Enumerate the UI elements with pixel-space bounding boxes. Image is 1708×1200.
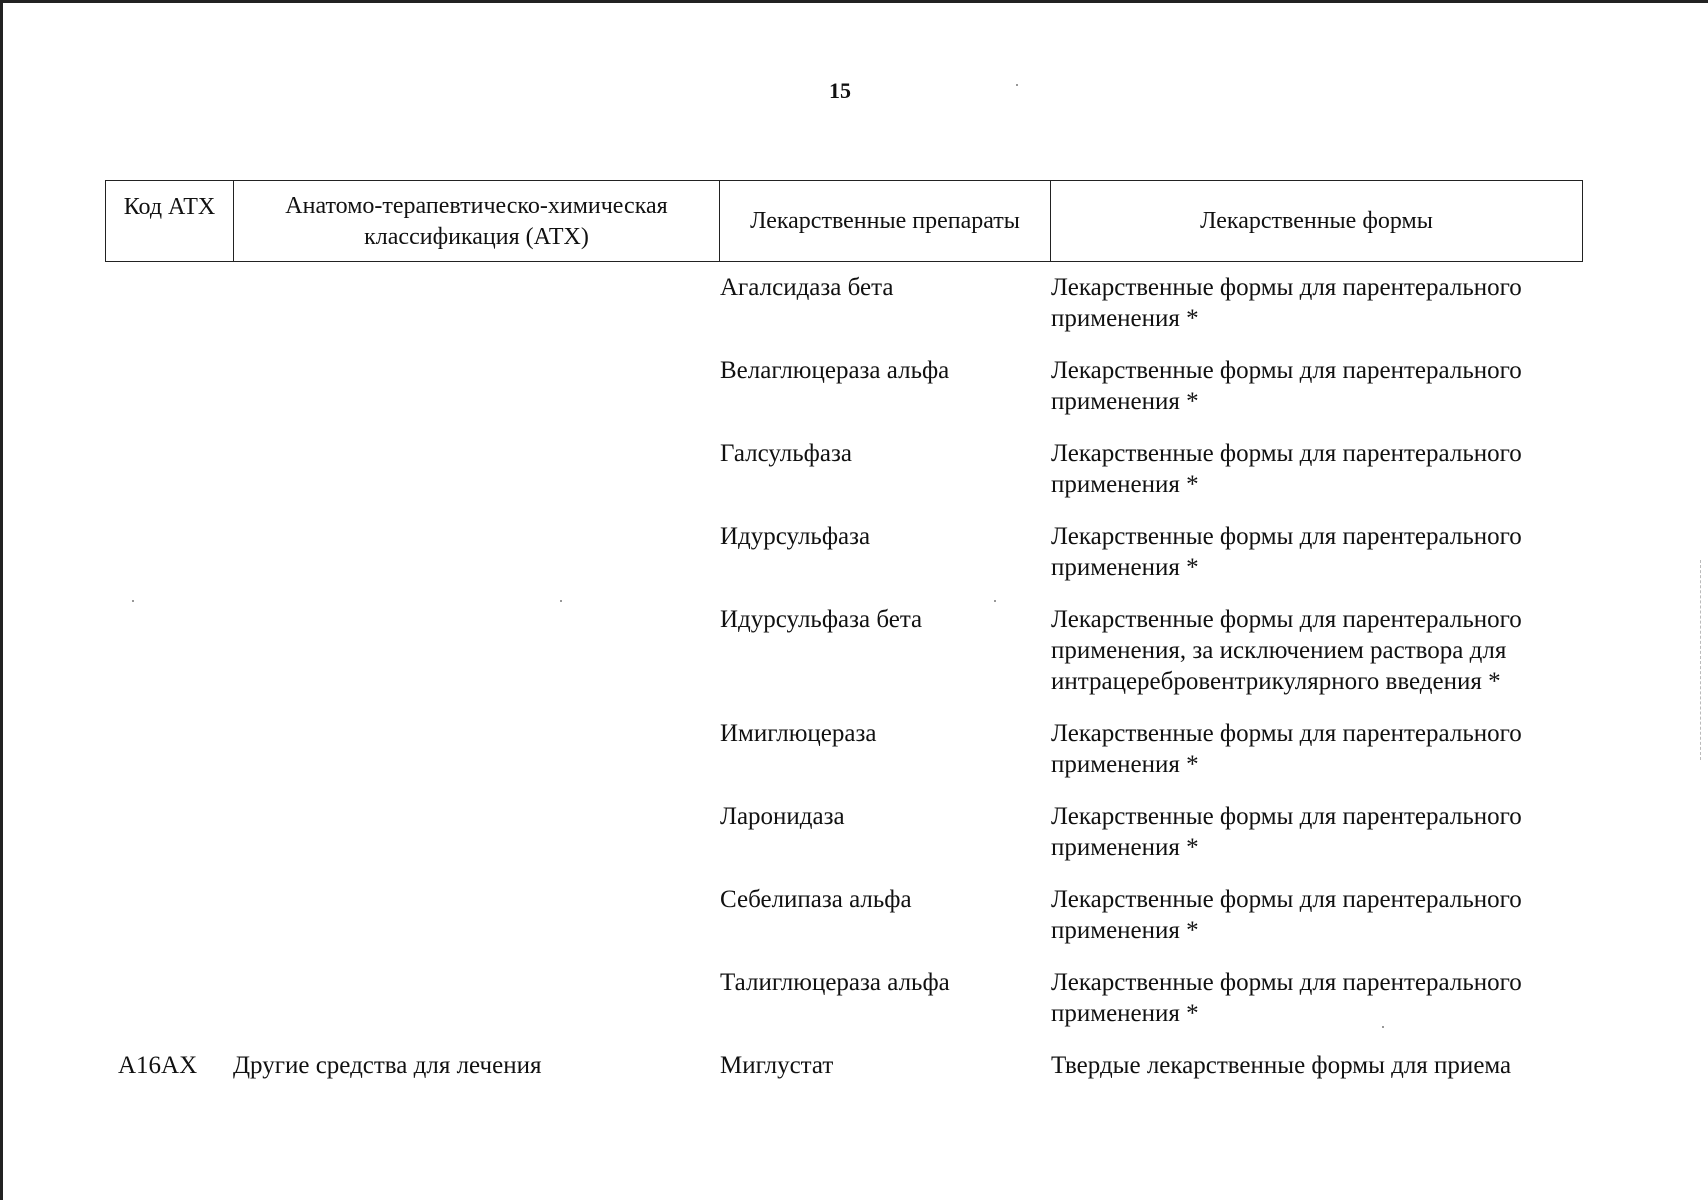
- table-header: [105, 180, 1583, 262]
- scan-edge-left: [0, 0, 3, 1200]
- row-form: Лекарственные формы для парентерального применения *: [1051, 720, 1522, 778]
- header-forms: [1051, 181, 1582, 261]
- scan-speck: [560, 600, 562, 602]
- row-form: Лекарственные формы для парентерального применения *: [1051, 886, 1522, 944]
- scan-edge-marks: [1700, 560, 1703, 760]
- row-code: A16AX: [118, 1052, 198, 1079]
- header-classification: Анатомо-терапевтическо-химическая классификация (АТХ): [234, 181, 720, 261]
- row-drug: Идурсульфаза: [720, 523, 871, 550]
- row-drug: Себелипаза альфа: [720, 886, 912, 913]
- row-drug: Галсульфаза: [720, 440, 852, 467]
- scan-edge-top: [0, 0, 1708, 3]
- row-form: Лекарственные формы для парентерального применения *: [1051, 969, 1522, 1027]
- row-drug: Идурсульфаза бета: [720, 606, 923, 633]
- row-drug: Талиглюцераза альфа: [720, 969, 950, 996]
- row-form: Лекарственные формы для парентерального применения *: [1051, 357, 1522, 415]
- row-drug: Агалсидаза бета: [720, 274, 894, 301]
- scan-speck: [1016, 84, 1018, 86]
- row-form: Лекарственные формы для парентерального применения *: [1051, 274, 1522, 332]
- row-drug: Ларонидаза: [720, 803, 845, 830]
- row-form: Лекарственные формы для парентерального применения *: [1051, 523, 1522, 581]
- row-drug: Велаглюцераза альфа: [720, 357, 950, 384]
- header-code: Код АТХ: [106, 181, 234, 261]
- header-drugs: [720, 181, 1051, 261]
- row-form: Лекарственные формы для парентерального применения *: [1051, 440, 1522, 498]
- row-form: Лекарственные формы для парентерального применения, за исключением раствора для интрацеребровентрикулярного введения *: [1051, 606, 1522, 695]
- scan-speck: [132, 600, 134, 602]
- scan-speck: [1382, 1026, 1384, 1028]
- page-number: 15: [829, 78, 851, 103]
- row-drug: Имиглюцераза: [720, 720, 877, 747]
- row-form: Твердые лекарственные формы для приема: [1051, 1052, 1512, 1079]
- row-classification: Другие средства для лечения: [233, 1052, 542, 1079]
- header-forms-label: Лекарственные формы: [1200, 207, 1433, 234]
- header-drugs-label: Лекарственные препараты: [750, 207, 1020, 234]
- scan-speck: [994, 600, 996, 602]
- row-drug: Миглустат: [720, 1052, 834, 1079]
- row-form: Лекарственные формы для парентерального применения *: [1051, 803, 1522, 861]
